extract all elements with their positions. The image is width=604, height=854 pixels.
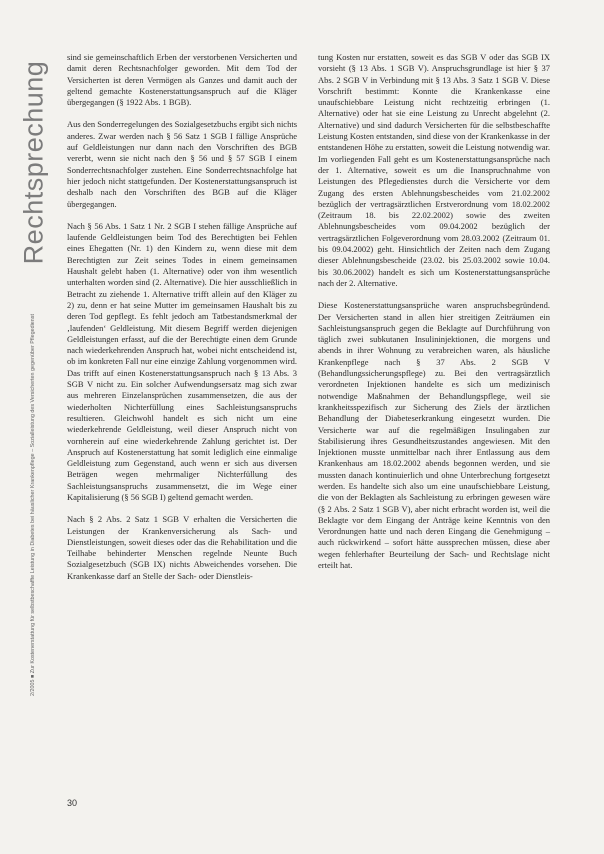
paragraph: Nach § 56 Abs. 1 Satz 1 Nr. 2 SGB I stehen fällige Ansprüche auf laufende Geldleistungen beim Tod des Berechtigten bei Fehlen eines Ehegatten (Nr. 1) den Kindern zu, wenn diese mit dem Berechtigten zur Zeit seines Todes in einem gemeinsamen Haushalt gelebt haben (1. Alternative) oder von ihm wesentlich unterhalten worden sind (2. Alternative). Die hier ausschließlich in Betracht zu ziehende 1. Alternative trifft allein auf den Kläger zu 2) zu, denn er hat seine Mutter im gemeinsamen Haushalt bis zu deren Tod gepflegt. Es fehlt jedoch am Tatbestandsmerkmal der ‚laufenden‘ Geldleistung. Mit diesem Begriff werden diejenigen Geldleistungen erfasst, auf die der Berechtigte einen dem Grunde nach wiederkehrenden Anspruch hat, wobei nicht entscheidend ist, ob im konkreten Fall nur eine einzige Zahlung vorgenommen wird. Das trifft auf einen Kostenerstattungsanspruch nach § 13 Abs. 3 SGB V nicht zu. Ein solcher Aufwendungsersatz mag sich zwar aus mehreren Einzelansprüchen zusammensetzen, die aus der wiederholten Nichterfüllung eines Sachleistungsanspruchs resultieren. Gleichwohl handelt es sich nicht um eine wiederkehrende Geldleistung, weil dieser Anspruch nicht von vornherein auf eine wiederkehrende Zahlung gerichtet ist. Der Anspruch auf Kostenerstattung hat somit lediglich eine einmalige Geldleistung zum Gegenstand, auch wenn er sich aus diversen Beträgen wegen mehrmaliger Nichterfüllung des Sachleistungsanspruchs zusammensetzt, die im Wege einer Kapitalisierung (§ 56 SGB I) geltend gemacht werden.: [67, 220, 297, 502]
paragraph: Aus den Sonderregelungen des Sozialgesetzbuchs ergibt sich nichts anderes. Zwar werden nach § 56 Satz 1 SGB I fällige Ansprüche auf Geldleistungen nur dann nach den Vorschriften des BGB vererbt, wenn sie nicht nach den § 56 und § 57 SGB I einem Sonderrechtsnachfolger zustehen. Eine Sonderrechtsnachfolge hat hier jedoch nicht stattgefunden. Der Kostenerstattungsanspruch ist deshalb nach den Vorschriften des BGB auf die Kläger übergegangen.: [67, 119, 297, 209]
journal-citation-text: 2/2005 ■ Zur Kostenerstattung für selbstbeschaffte Leistung in Diabetes bei häuslicher Krankenpflege – Sozialleistung des Versicherten gegenüber Pflegedienst: [30, 314, 37, 696]
page-number: 30: [67, 798, 78, 808]
paragraph: sind sie gemeinschaftlich Erben der verstorbenen Versicherten und damit deren Rechtsnachfolger geworden. Mit dem Tod der Versicherten ist deren Vermögen als Ganzes und damit auch der geltend gemachte Kostenerstattungsanspruch auf die Kläger übergegangen (§ 1922 Abs. 1 BGB).: [67, 52, 297, 108]
paragraph: Diese Kostenerstattungsansprüche waren anspruchsbegründend. Der Versicherten stand in allen hier streitigen Zeiträumen ein Sachleistungsanspruch gegen die Beklagte auf Durchführung von täglich zwei subkutanen Insulininjektionen, die morgens und abends in ihrer Wohnung zu verabreichen waren, als häusliche Krankenpflege nach § 37 Abs. 2 SGB V (Behandlungssicherungspflege) zu. Bei den vertragsärztlich verordneten Injektionen handelte es sich um medizinisch notwendige Maßnahmen der Behandlungspflege, weil sie krankheitsspezifisch zur Sicherung des Ziels der ärztlichen Behandlung der Diabeteserkrankung eingesetzt wurden. Die Versicherte war auf die regelmäßigen Insulingaben zur Stabilisierung ihres Gesundheitszustandes angewiesen. Mit den Injektionen musste unmittelbar nach ihrer Entlassung aus dem Krankenhaus am 18.02.2002 abends begonnen werden, und sie mussten danach kontinuierlich und ohne Unterbrechung fortgesetzt werden. Es handelte sich also um eine unaufschiebbare Leistung, die von der Beklagten als Sachleistung zu erbringen gewesen wäre (§ 2 Abs. 2 Satz 1 SGB V), aber nicht erbracht worden ist, weil die Beklagte vor dem Eingang der Anträge keine Kenntnis von den Verordnungen hatte und nach deren Eingang die Genehmigung – auch rückwirkend – sofort hätte aussprechen müssen, diese aber wegen fehlerhafter Beurteilung der Sach- und Rechtslage nicht erteilt hat.: [318, 300, 550, 571]
section-heading-text: Rechtsprechung: [18, 60, 49, 264]
paragraph: tung Kosten nur erstatten, soweit es das SGB V oder das SGB IX vorsieht (§ 13 Abs. 1 SGB V). Anspruchsgrundlage ist hier § 37 Abs. 2 SGB V in Verbindung mit § 13 Abs. 3 Satz 1 SGB V. Diese Vorschrift bestimmt: Konnte die Krankenkasse eine unaufschiebbare Leistung nicht rechtzeitig erbringen (1. Alternative) oder hat sie eine Leistung zu Unrecht abgelehnt (2. Alternative) und sind dadurch Versicherten für die selbstbeschaffte Leistung Kosten entstanden, sind diese von der Krankenkasse in der entstandenen Höhe zu erstatten, soweit die Leistung notwendig war. Im vorliegenden Fall geht es um Kostenerstattungsansprüche nach der 1. Alternative, soweit es um die Inanspruchnahme von Leistungen des Pflegedienstes durch die Versicherte vor dem Zugang des ersten Ablehnungsbescheides vom 21.02.2002 bezüglich der vertragsärztlichen Erstverordnung vom 18.02.2002 (Zeitraum 18. bis 22.02.2002) sowie des zweiten Ablehnungsbescheides vom 09.04.2002 bezüglich der vertragsärztlichen Folgeverordnung vom 28.03.2002 (Zeitraum 01. bis 09.04.2002) geht. Hinsichtlich der Zeiten nach dem Zugang dieser Ablehnungsbescheide (23.02. bis 25.03.2002 sowie 10.04. bis 30.06.2002) handelt es sich um Kostenerstattungsansprüche nach der 2. Alternative.: [318, 52, 550, 288]
journal-citation-strip: [26, 260, 40, 750]
right-text-column: [318, 52, 550, 582]
section-heading-vertical: [14, 62, 54, 262]
paragraph: Nach § 2 Abs. 2 Satz 1 SGB V erhalten die Versicherten die Leistungen der Krankenversicherung als Sach- und Dienstleistungen, soweit dieses oder das die Rehabilitation und die Teilhabe behinderter Menschen regelnde Neunte Buch Sozialgesetzbuch (SGB IX) nichts Abweichendes vorsehen. Die Krankenkasse darf an Stelle der Sach- oder Dienstleis-: [67, 514, 297, 581]
left-text-column: [67, 52, 297, 593]
